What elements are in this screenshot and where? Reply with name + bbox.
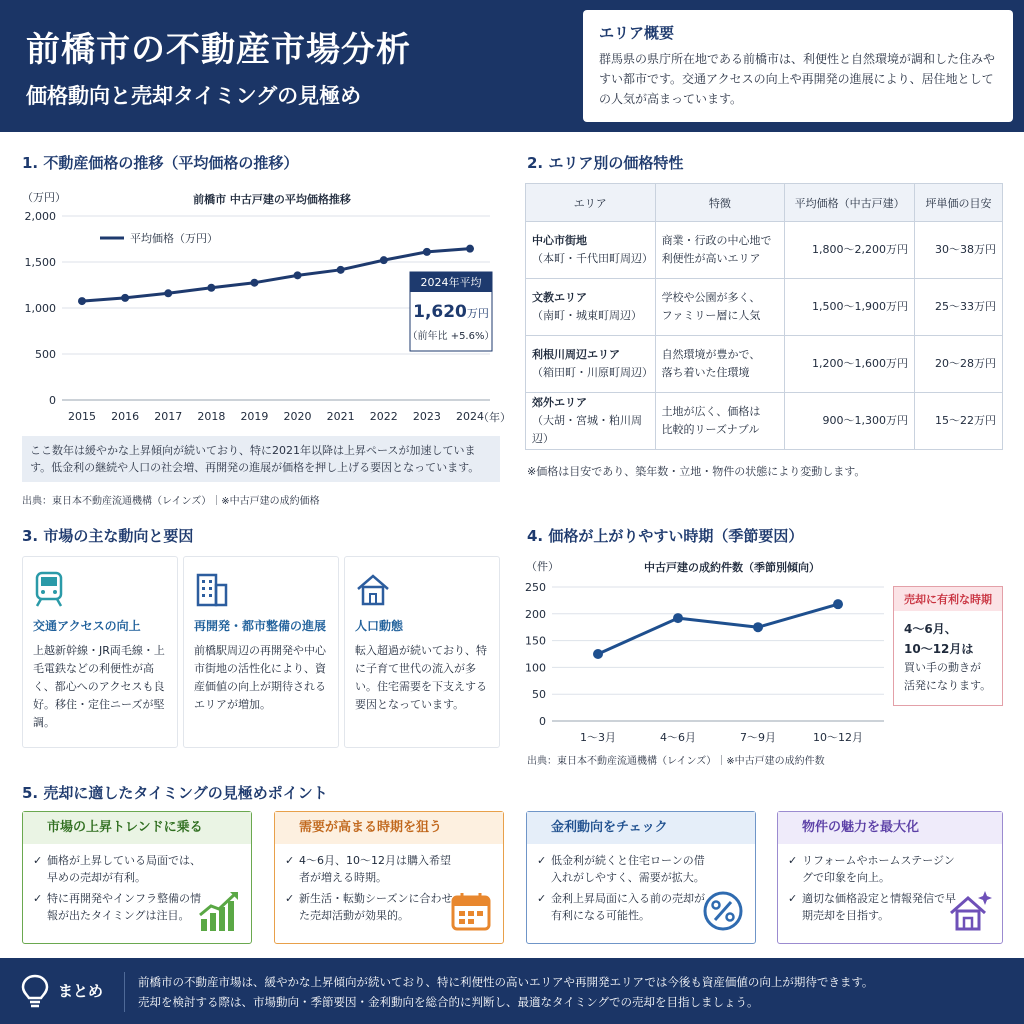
page-title: 前橋市の不動産市場分析 (26, 30, 411, 70)
data-point (833, 599, 843, 609)
feature-line: 利便性が高いエリア (661, 252, 761, 265)
point-item: ✓ リフォームやホームステージングで印象を向上。 (788, 852, 958, 886)
seasonal-deals-chart (522, 552, 890, 747)
data-point (753, 622, 763, 632)
calendar-icon (449, 889, 493, 933)
th-feature: 特徴 (655, 184, 785, 222)
y-tick-label: 150 (525, 634, 546, 648)
area-sub: （本町・千代田町周辺） (532, 252, 653, 265)
x-tick-label: 2020 (283, 410, 312, 423)
house-icon (355, 571, 489, 607)
section1-title: 1. 不動産価格の推移（平均価格の推移） (22, 154, 299, 172)
data-point (593, 649, 603, 659)
feature-line: 比較的リーズナブル (661, 423, 760, 436)
area-price-table (525, 183, 1003, 450)
feature-line: 商業・行政の中心地で (661, 234, 772, 247)
tsubo-cell: 30〜38万円 (915, 222, 1003, 279)
chart1-x-unit: （年） (478, 411, 511, 424)
area-name: 利根川周辺エリア (532, 348, 620, 361)
page-subtitle: 価格動向と売却タイミングの見極め (26, 84, 362, 108)
area-sub: （南町・城東町周辺） (532, 309, 642, 322)
summary-title: まとめ (58, 982, 104, 1000)
trend-card-title: 人口動態 (355, 619, 404, 633)
callout-title: 2024年平均 (420, 276, 482, 289)
th-tsubo: 坪単価の目安 (915, 184, 1003, 222)
feature-cell (655, 336, 785, 393)
price-cell: 1,200〜1,600万円 (785, 336, 915, 393)
table-header-row (526, 184, 1003, 222)
area-name: 文教エリア (532, 291, 587, 304)
chart1-title: 前橋市 中古戸建の平均価格推移 (193, 193, 351, 206)
y-tick-label: 0 (49, 394, 56, 407)
chart2-title: 中古戸建の成約件数（季節別傾向） (644, 561, 820, 574)
feature-line: 自然環境が豊かで、 (661, 348, 761, 361)
data-point (250, 279, 258, 287)
area-name: 中心市街地 (532, 234, 587, 247)
point-item: ✓ 低金利が続くと住宅ローンの借入れがしやすく、需要が拡大。 (537, 852, 707, 886)
chart1-ylabel: （万円） (22, 191, 66, 204)
th-price: 平均価格（中古戸建） (785, 184, 915, 222)
trend-card-redevelopment (183, 556, 339, 748)
point-card-title: 金利動向をチェック (527, 812, 755, 844)
trend-card-title: 再開発・都市整備の進展 (194, 619, 327, 633)
x-tick-label: 10〜12月 (813, 731, 863, 744)
y-tick-label: 200 (525, 607, 546, 621)
tsubo-cell: 25〜33万円 (915, 279, 1003, 336)
price-cell: 1,500〜1,900万円 (785, 279, 915, 336)
train-icon (33, 571, 167, 607)
y-tick-label: 2,000 (24, 210, 56, 223)
advantage-desc-2: 活発になります。 (904, 679, 992, 692)
section2-title: 2. エリア別の価格特性 (527, 154, 684, 172)
callout-value: 1,620 (413, 302, 467, 322)
chart2-series-line (598, 604, 838, 654)
area-overview-box (583, 10, 1013, 122)
data-point (466, 245, 474, 253)
summary-body (138, 972, 873, 1012)
section3-title: 3. 市場の主な動向と要因 (22, 527, 194, 545)
area-sub: （箱田町・川原町周辺） (532, 366, 653, 379)
advantage-period-1: 4〜6月、 (904, 622, 957, 636)
data-point (337, 266, 345, 274)
seasonal-source: 出典：東日本不動産流通機構（レインズ）｜※中古戸建の成約件数 (527, 756, 825, 767)
chart2-ylabel: （件） (526, 560, 559, 573)
summary-line: 前橋市の不動産市場は、緩やかな上昇傾向が続いており、特に利便性の高いエリアや再開発エリアでは今後も資産価値の向上が期待できます。 (138, 975, 874, 989)
x-tick-label: 2024 (456, 410, 484, 423)
price-cell: 900〜1,300万円 (785, 393, 915, 450)
feature-cell (655, 393, 785, 450)
x-tick-label: 1〜3月 (580, 731, 616, 744)
callout-sub: （前年比 +5.6%） (407, 331, 495, 342)
th-area: エリア (526, 184, 656, 222)
table-row (526, 279, 1003, 336)
feature-line: 落ち着いた住環境 (661, 366, 750, 379)
building-icon (194, 571, 328, 607)
area-cell (526, 279, 656, 336)
y-tick-label: 250 (525, 581, 546, 594)
price-trend-chart (20, 185, 511, 430)
feature-cell (655, 222, 785, 279)
summary-line: 売却を検討する際は、市場動向・季節要因・金利動向を総合的に判断し、最適なタイミングでの売却を目指しましょう。 (138, 995, 759, 1009)
chart1-legend-label: 平均価格（万円） (130, 232, 218, 245)
point-item: ✓ 適切な価格設定と情報発信で早期売却を目指す。 (788, 890, 958, 924)
point-item: ✓ 金利上昇局面に入る前の売却が有利になる可能性。 (537, 890, 707, 924)
x-tick-label: 2023 (412, 410, 441, 423)
feature-line: ファミリー層に人気 (661, 309, 761, 322)
summary-divider (124, 972, 125, 1012)
advantage-title: 売却に有利な時期 (894, 587, 1002, 611)
y-tick-label: 100 (525, 661, 546, 675)
trend-card-body: 上越新幹線・JR両毛線・上毛電鉄などの利便性が高く、都心へのアクセスも良好。移住・定住ニーズが堅調。 (33, 644, 165, 729)
x-tick-label: 2022 (369, 410, 398, 423)
y-tick-label: 50 (532, 688, 546, 702)
area-cell (526, 222, 656, 279)
trend-card-title: 交通アクセスの向上 (33, 619, 141, 633)
feature-line: 土地が広く、価格は (661, 405, 761, 418)
header-banner (0, 0, 1024, 132)
area-sub: （大胡・宮城・粕川周辺） (532, 414, 642, 445)
point-card-title: 市場の上昇トレンドに乗る (23, 812, 251, 844)
overview-title: エリア概要 (599, 24, 675, 42)
tsubo-cell: 20〜28万円 (915, 336, 1003, 393)
trend-up-icon (197, 889, 241, 933)
trend-card-population (344, 556, 500, 748)
point-card-interest (526, 811, 756, 944)
y-tick-label: 0 (539, 715, 546, 728)
data-point (207, 284, 215, 292)
data-point (380, 256, 388, 264)
point-item: ✓ 特に再開発やインフラ整備の情報が出たタイミングは注目。 (33, 890, 203, 924)
table-row (526, 222, 1003, 279)
trend-card-body: 転入超過が続いており、特に子育て世代の流入が多い。住宅需要を下支えする要因となっています。 (355, 644, 487, 711)
table-row (526, 336, 1003, 393)
point-card-season (274, 811, 504, 944)
point-item: ✓ 新生活・転勤シーズンに合わせた売却活動が効果的。 (285, 890, 455, 924)
data-point (423, 248, 431, 256)
tsubo-cell: 15〜22万円 (915, 393, 1003, 450)
point-item: ✓ 4〜6月、10〜12月は購入希望者が増える時期。 (285, 852, 455, 886)
x-tick-label: 2018 (197, 410, 226, 423)
feature-line: 学校や公園が多く、 (661, 291, 761, 304)
section5-title: 5. 売却に適したタイミングの見極めポイント (22, 784, 328, 802)
price-trend-source: 出典：東日本不動産流通機構（レインズ）｜※中古戸建の成約価格 (22, 496, 320, 507)
point-card-title: 需要が高まる時期を狙う (275, 812, 503, 844)
y-tick-label: 1,500 (24, 256, 56, 269)
data-point (164, 289, 172, 297)
chart1-callout (408, 272, 495, 351)
point-card-appeal (777, 811, 1003, 944)
area-cell (526, 393, 656, 450)
house-sparkle-icon (948, 889, 992, 933)
y-tick-label: 500 (35, 348, 56, 361)
trend-card-body: 前橋駅周辺の再開発や中心市街地の活性化により、資産価値の向上が期待されるエリアが増加。 (194, 644, 326, 711)
overview-body: 群馬県の県庁所在地である前橋市は、利便性と自然環境が調和した住みやすい都市です。交通アクセスの向上や再開発の進展により、居住地としての人気が高まっています。 (599, 52, 996, 106)
data-point (121, 294, 129, 302)
x-tick-label: 2021 (326, 410, 355, 423)
feature-cell (655, 279, 785, 336)
x-tick-label: 2016 (111, 410, 140, 423)
x-tick-label: 7〜9月 (740, 731, 776, 744)
callout-unit: 万円 (466, 307, 489, 320)
table-note: ※価格は目安であり、築年数・立地・物件の状態により変動します。 (527, 465, 866, 478)
advantage-period-2: 10〜12月は (904, 642, 974, 656)
section4-title: 4. 価格が上がりやすい時期（季節要因） (527, 527, 804, 545)
table-row (526, 393, 1003, 450)
point-card-uptrend (22, 811, 252, 944)
x-tick-label: 2019 (240, 410, 269, 423)
summary-footer (0, 958, 1024, 1024)
point-card-title: 物件の魅力を最大化 (778, 812, 1002, 844)
y-tick-label: 1,000 (24, 302, 56, 315)
advantage-desc-1: 買い手の動きが (904, 661, 981, 674)
data-point (78, 297, 86, 305)
point-item: ✓ 価格が上昇している局面では、早めの売却が有利。 (33, 852, 203, 886)
advantage-period-box (893, 586, 1003, 706)
data-point (294, 271, 302, 279)
price-trend-note: ここ数年は緩やかな上昇傾向が続いており、特に2021年以降は上昇ペースが加速しています。低金利の継続や人口の社会増、再開発の進展が価格を押し上げる要因となっています。 (22, 436, 500, 482)
x-tick-label: 2017 (154, 410, 183, 423)
area-name: 郊外エリア (532, 396, 587, 409)
price-cell: 1,800〜2,200万円 (785, 222, 915, 279)
trend-card-access (22, 556, 178, 748)
lightbulb-icon (20, 974, 50, 1008)
percent-icon (701, 889, 745, 933)
x-tick-label: 4〜6月 (660, 731, 696, 744)
data-point (673, 613, 683, 623)
area-cell (526, 336, 656, 393)
x-tick-label: 2015 (68, 410, 96, 423)
